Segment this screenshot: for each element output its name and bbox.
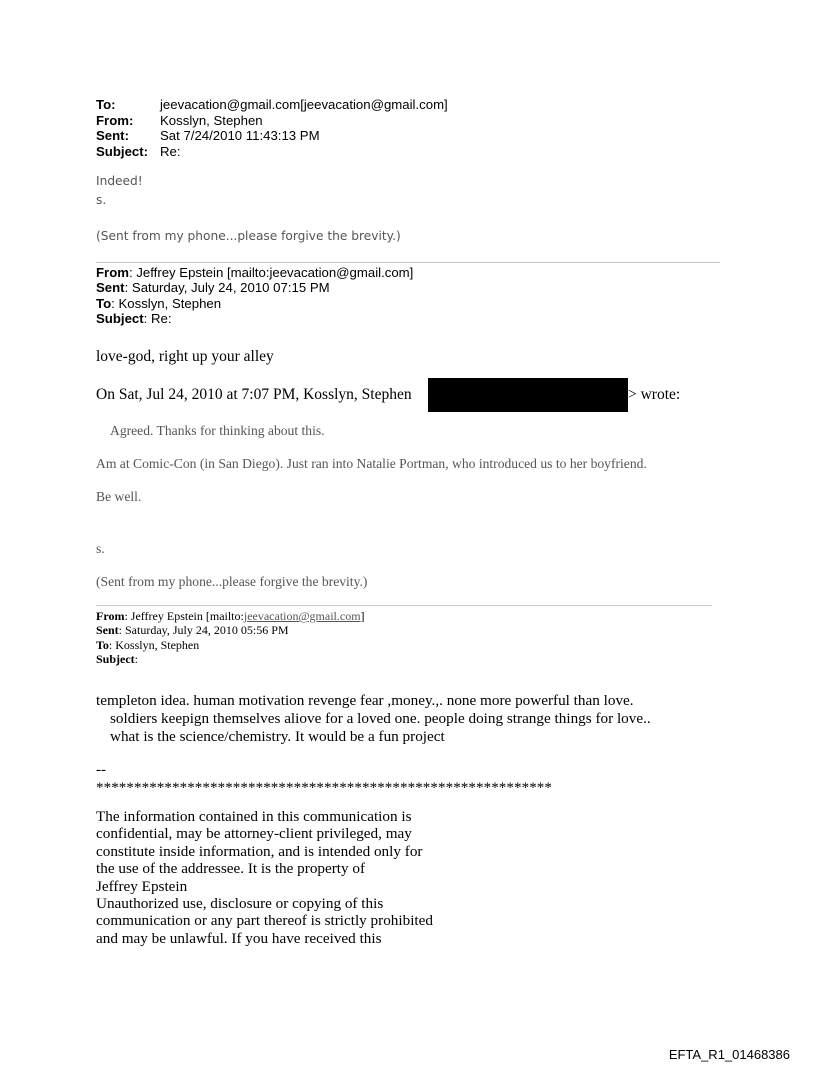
quoted3-subject-row — [96, 652, 365, 666]
quoted2-line-bewell: Be well. — [96, 489, 142, 504]
quoted1-sent-value: : Saturday, July 24, 2010 07:15 PM — [124, 280, 330, 296]
sent-label: Sent: — [96, 128, 129, 144]
header-subject-row — [96, 144, 448, 160]
quoted-header-3 — [96, 609, 365, 667]
disclaimer-line: and may be unlawful. If you have received this — [96, 929, 382, 947]
quoted3-to-row — [96, 638, 365, 652]
quoted1-from-value: : Jeffrey Epstein [mailto:jeevacation@gmail.com] — [128, 265, 414, 280]
quoted3-body-line: soldiers keepign themselves aliove for a loved one. people doing strange things for love.. — [110, 709, 651, 727]
quoted1-to-row — [96, 296, 413, 311]
disclaimer-line: Unauthorized use, disclosure or copying of this — [96, 895, 384, 913]
disclaimer-line: constitute inside information, and is intended only for — [96, 842, 423, 860]
quoted3-sent-value: : Saturday, July 24, 2010 05:56 PM — [118, 623, 289, 638]
quoted1-sent-row — [96, 280, 413, 295]
quoted1-from-row — [96, 265, 413, 280]
quoted3-body-line: templeton idea. human motivation revenge fear ,money.,. none more powerful than love. — [96, 692, 634, 709]
signature-dashes: -- — [96, 762, 106, 778]
quoted2-line-s: s. — [96, 541, 105, 556]
quoted1-wrote-suffix: > wrote: — [628, 386, 681, 403]
from-value: Kosslyn, Stephen — [160, 112, 263, 128]
sent-value: Sat 7/24/2010 11:43:13 PM — [160, 128, 320, 144]
quoted1-from-label: From — [96, 265, 129, 280]
disclaimer-line: The information contained in this communication is — [96, 808, 412, 825]
divider — [96, 605, 712, 606]
document-id: EFTA_R1_01468386 — [668, 1047, 790, 1062]
divider — [96, 262, 720, 263]
quoted3-from-label: From — [96, 609, 125, 623]
quoted3-from-suffix: ] — [360, 609, 365, 623]
mailto-link[interactable]: jeevacation@gmail.com — [243, 609, 361, 623]
quoted1-to-label: To — [96, 295, 112, 311]
quoted1-subject-row — [96, 311, 413, 326]
subject-value: Re: — [160, 143, 181, 159]
quoted3-to-label: To — [96, 637, 109, 652]
to-value: jeevacation@gmail.com[jeevacation@gmail.com] — [160, 97, 448, 112]
disclaimer-line: communication or any part thereof is strictly prohibited — [96, 912, 433, 930]
quoted3-to-value: : Kosslyn, Stephen — [108, 637, 200, 652]
reply-signature: (Sent from my phone...please forgive the brevity.) — [96, 229, 401, 243]
reply-line-s: s. — [96, 193, 107, 207]
disclaimer-block — [96, 808, 433, 947]
disclaimer-line: Jeffrey Epstein — [96, 877, 188, 895]
disclaimer-line: the use of the addressee. It is the property of — [96, 860, 366, 878]
quoted3-body — [96, 692, 651, 745]
quoted1-subject-label: Subject — [96, 311, 144, 327]
signature-stars: ************************************************************ — [96, 780, 552, 796]
quoted1-sent-label: Sent — [96, 280, 125, 296]
email-header — [96, 97, 448, 159]
to-label: To: — [96, 97, 116, 112]
quoted-header-1 — [96, 265, 413, 327]
quoted3-sent-row — [96, 623, 365, 637]
subject-label: Subject: — [96, 143, 149, 159]
reply-line-indeed: Indeed! — [96, 174, 143, 188]
quoted3-from-prefix: : Jeffrey Epstein [mailto: — [124, 609, 244, 623]
header-from-row — [96, 113, 448, 129]
header-sent-row — [96, 128, 448, 144]
disclaimer-line: confidential, may be attorney-client privileged, may — [96, 825, 412, 843]
quoted1-to-value: : Kosslyn, Stephen — [111, 295, 222, 311]
quoted2-line-comiccon: Am at Comic-Con (in San Diego). Just ran into Natalie Portman, who introduced us to her boyfriend. — [96, 456, 647, 471]
quoted3-subject-label: Subject — [96, 652, 135, 667]
quoted2-signature: (Sent from my phone...please forgive the brevity.) — [96, 574, 368, 589]
quoted1-wrote-prefix: On Sat, Jul 24, 2010 at 7:07 PM, Kosslyn, Stephen — [96, 386, 412, 403]
quoted1-body: love-god, right up your alley — [96, 348, 274, 365]
quoted2-line-agreed: Agreed. Thanks for thinking about this. — [110, 423, 325, 438]
quoted3-body-line: what is the science/chemistry. It would be a fun project — [110, 727, 445, 745]
redaction-box — [428, 378, 628, 412]
quoted3-from-row — [96, 609, 365, 623]
header-to-row — [96, 97, 448, 113]
from-label: From: — [96, 112, 134, 128]
quoted1-subject-value: : Re: — [143, 311, 172, 327]
quoted3-subject-value: : — [134, 652, 139, 667]
quoted3-sent-label: Sent — [96, 623, 119, 638]
